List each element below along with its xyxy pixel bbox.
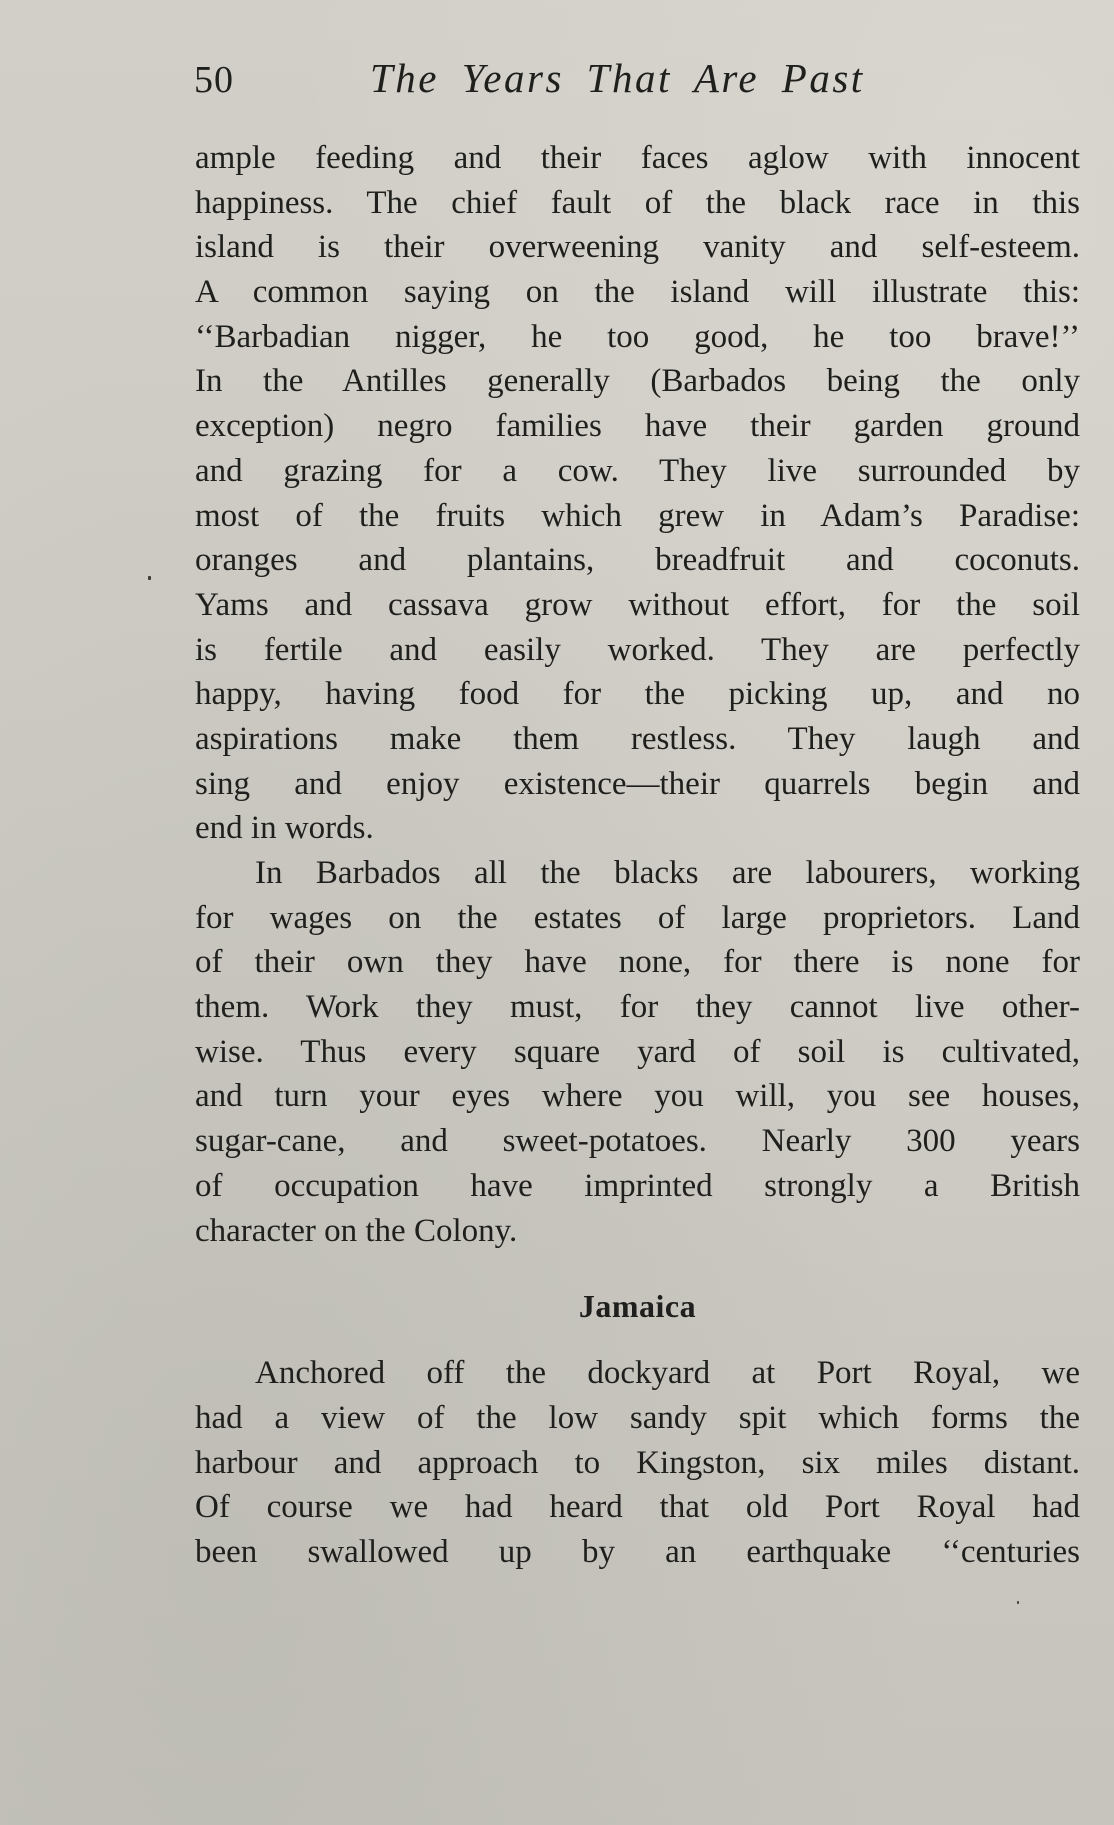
text-line: A common saying on the island will illustrate this: xyxy=(195,274,1080,311)
text-line: ‘‘Barbadian nigger, he too good, he too brave!’’ xyxy=(195,318,1080,355)
text-line: exception) negro families have their garden ground xyxy=(195,408,1080,445)
page-number: 50 xyxy=(194,59,234,101)
text-line: In Barbados all the blacks are labourers, working xyxy=(255,855,1080,891)
text-line: most of the fruits which grew in Adam’s Paradise: xyxy=(195,497,1080,534)
text-line: them. Work they must, for they cannot live other- xyxy=(195,989,1080,1026)
text-line: happiness. The chief fault of the black race in this xyxy=(195,184,1080,221)
text-line: island is their overweening vanity and self-esteem. xyxy=(195,229,1080,266)
text-line: Of course we had heard that old Port Royal had xyxy=(195,1489,1080,1526)
text-line: In the Antilles generally (Barbados being the only xyxy=(195,363,1080,400)
paper-speck xyxy=(1017,1601,1019,1604)
text-line: is fertile and easily worked. They are perfectly xyxy=(195,631,1080,668)
text-line: been swallowed up by an earthquake ‘‘centuries xyxy=(195,1533,1080,1570)
text-line: end in words. xyxy=(195,810,374,847)
text-block xyxy=(195,136,1080,1575)
text-line: Anchored off the dockyard at Port Royal, we xyxy=(255,1355,1080,1392)
text-line: had a view of the low sandy spit which forms the xyxy=(195,1399,1080,1436)
text-line: Yams and cassava grow without effort, for the soil xyxy=(195,586,1080,623)
text-line: sing and enjoy existence—their quarrels begin and xyxy=(195,765,1080,802)
text-line: harbour and approach to Kingston, six miles distant. xyxy=(195,1444,1080,1481)
text-line: happy, having food for the picking up, and no xyxy=(195,676,1080,713)
text-line: wise. Thus every square yard of soil is cultivated, xyxy=(195,1033,1080,1070)
paragraph-1 xyxy=(195,136,1080,851)
text-line: of occupation have imprinted strongly a British xyxy=(195,1167,1080,1204)
text-line: for wages on the estates of large proprietors. Land xyxy=(195,899,1080,936)
running-head xyxy=(194,52,1084,112)
text-line: oranges and plantains, breadfruit and coconuts. xyxy=(195,542,1080,579)
running-title: The Years That Are Past xyxy=(370,55,865,101)
text-line: and turn your eyes where you will, you see houses, xyxy=(195,1078,1080,1115)
text-line: character on the Colony. xyxy=(195,1212,518,1249)
paper-speck xyxy=(148,576,151,580)
text-line: and grazing for a cow. They live surrounded by xyxy=(195,452,1080,489)
text-line: ample feeding and their faces aglow with innocent xyxy=(195,140,1080,176)
paragraph-2 xyxy=(195,851,1080,1253)
section-heading: Jamaica xyxy=(578,1288,697,1325)
text-line: of their own they have none, for there is none for xyxy=(195,944,1080,981)
text-line: aspirations make them restless. They laugh and xyxy=(195,720,1080,757)
text-line: sugar-cane, and sweet-potatoes. Nearly 300 years xyxy=(195,1123,1080,1160)
paragraph-3 xyxy=(195,1351,1080,1574)
